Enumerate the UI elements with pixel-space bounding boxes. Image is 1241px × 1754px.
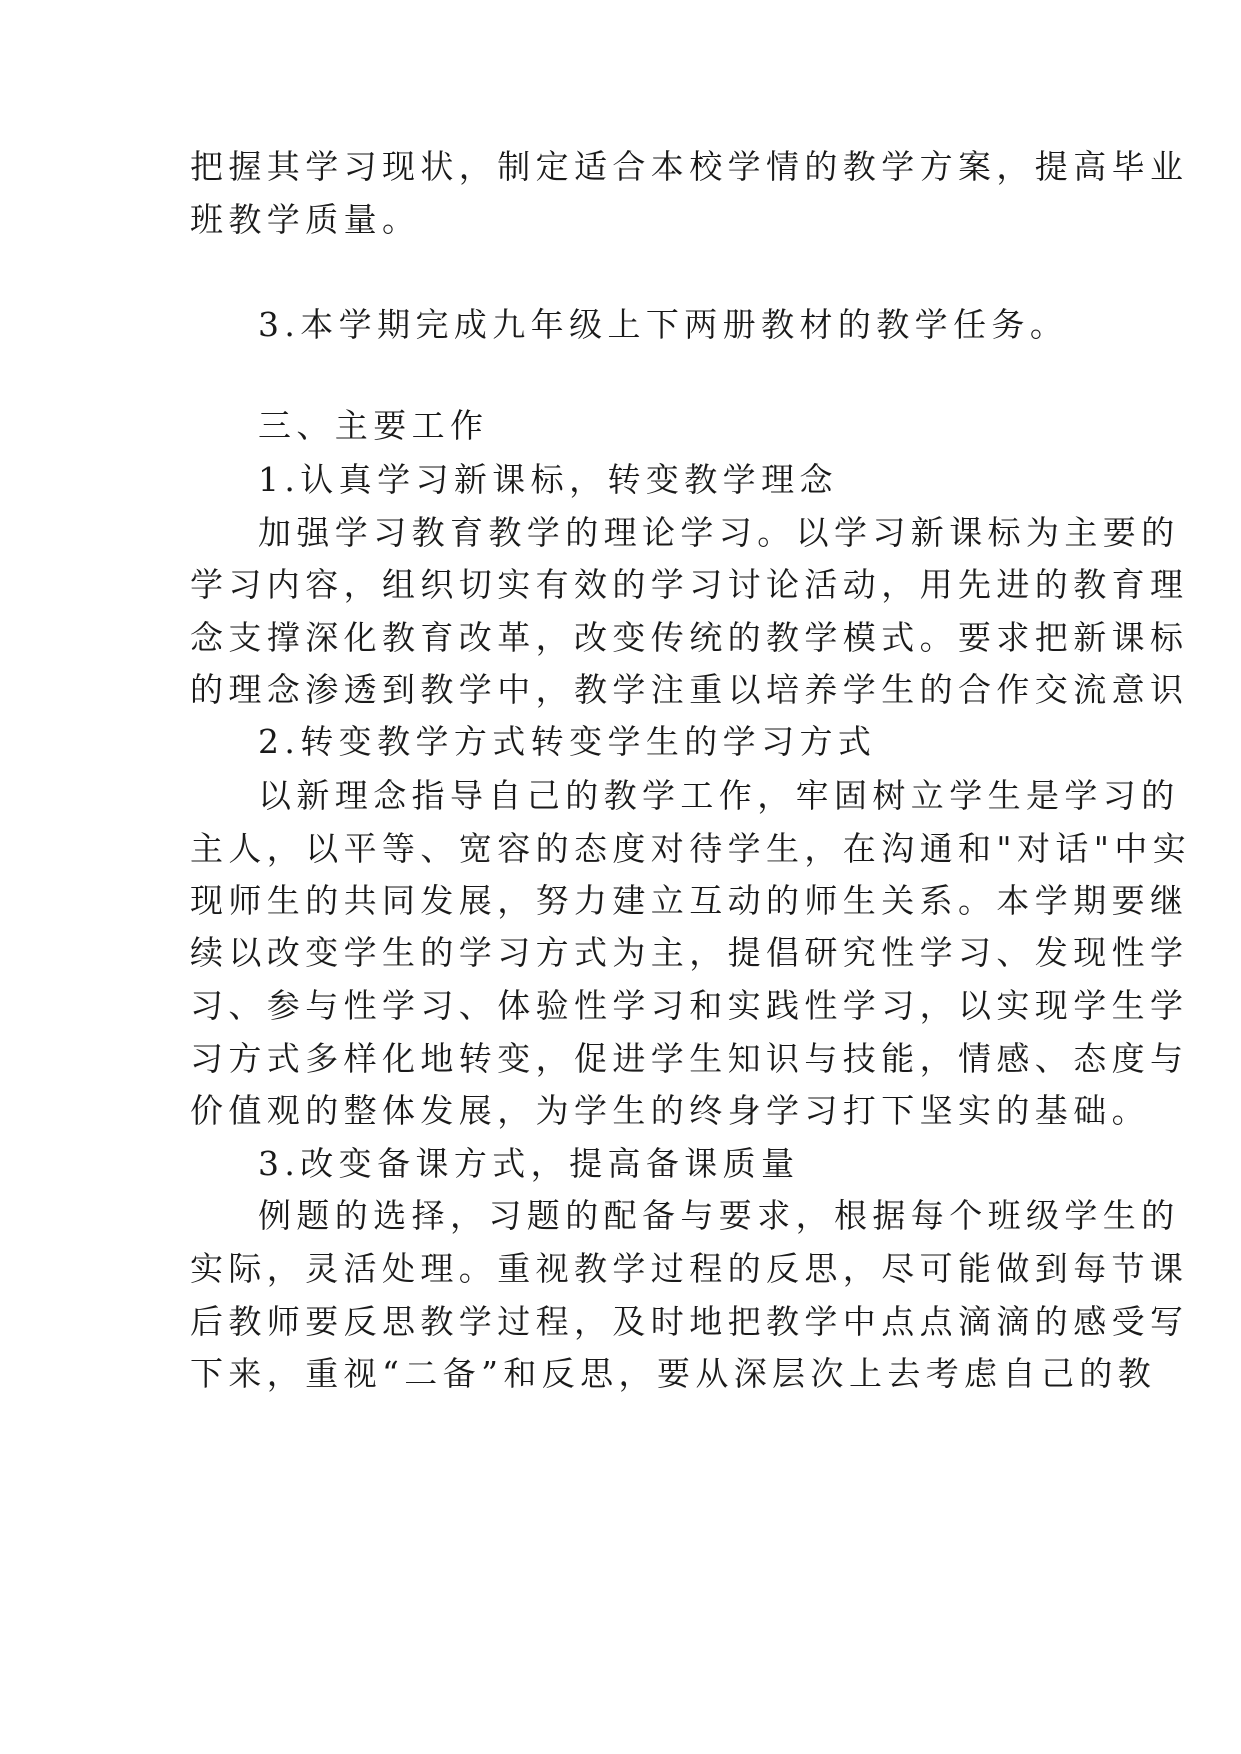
subheading-1: 1.认真学习新课标，转变教学理念 [258,460,838,499]
paragraph-line: 念支撑深化教育改革，改变传统的教学模式。要求把新课标 [190,618,1189,657]
paragraph-line: 续以改变学生的学习方式为主，提倡研究性学习、发现性学 [190,933,1189,972]
paragraph-line: 例题的选择，习题的配备与要求，根据每个班级学生的 [258,1196,1180,1235]
section-heading: 三、主要工作 [258,406,489,445]
paragraph-line: 实际，灵活处理。重视教学过程的反思，尽可能做到每节课 [190,1249,1189,1288]
paragraph-line: 价值观的整体发展，为学生的终身学习打下坚实的基础。 [190,1091,1150,1130]
paragraph-line: 加强学习教育教学的理论学习。以学习新课标为主要的 [258,513,1180,552]
document-page [190,0,1192,1754]
paragraph-line: 的理念渗透到教学中，教学注重以培养学生的合作交流意识 [190,670,1189,709]
paragraph-line: 习方式多样化地转变，促进学生知识与技能，情感、态度与 [190,1039,1189,1078]
paragraph-line: 班教学质量。 [190,200,421,239]
goal-item-3: 3.本学期完成九年级上下两册教材的教学任务。 [258,305,1069,344]
paragraph-line: 现师生的共同发展，努力建立互动的师生关系。本学期要继 [190,881,1189,920]
paragraph-line: 把握其学习现状，制定适合本校学情的教学方案，提高毕业 [190,147,1189,186]
paragraph-line: 主人，以平等、宽容的态度对待学生，在沟通和"对话"中实 [190,829,1192,868]
paragraph-line: 学习内容，组织切实有效的学习讨论活动，用先进的教育理 [190,565,1189,604]
subheading-3: 3.改变备课方式，提高备课质量 [258,1144,800,1183]
paragraph-line: 以新理念指导自己的教学工作，牢固树立学生是学习的 [258,776,1180,815]
subheading-2: 2.转变教学方式转变学生的学习方式 [258,722,877,761]
paragraph-line: 下来，重视“二备”和反思，要从深层次上去考虑自己的教 [190,1354,1157,1393]
paragraph-line: 习、参与性学习、体验性学习和实践性学习，以实现学生学 [190,986,1189,1025]
paragraph-line: 后教师要反思教学过程，及时地把教学中点点滴滴的感受写 [190,1302,1189,1341]
